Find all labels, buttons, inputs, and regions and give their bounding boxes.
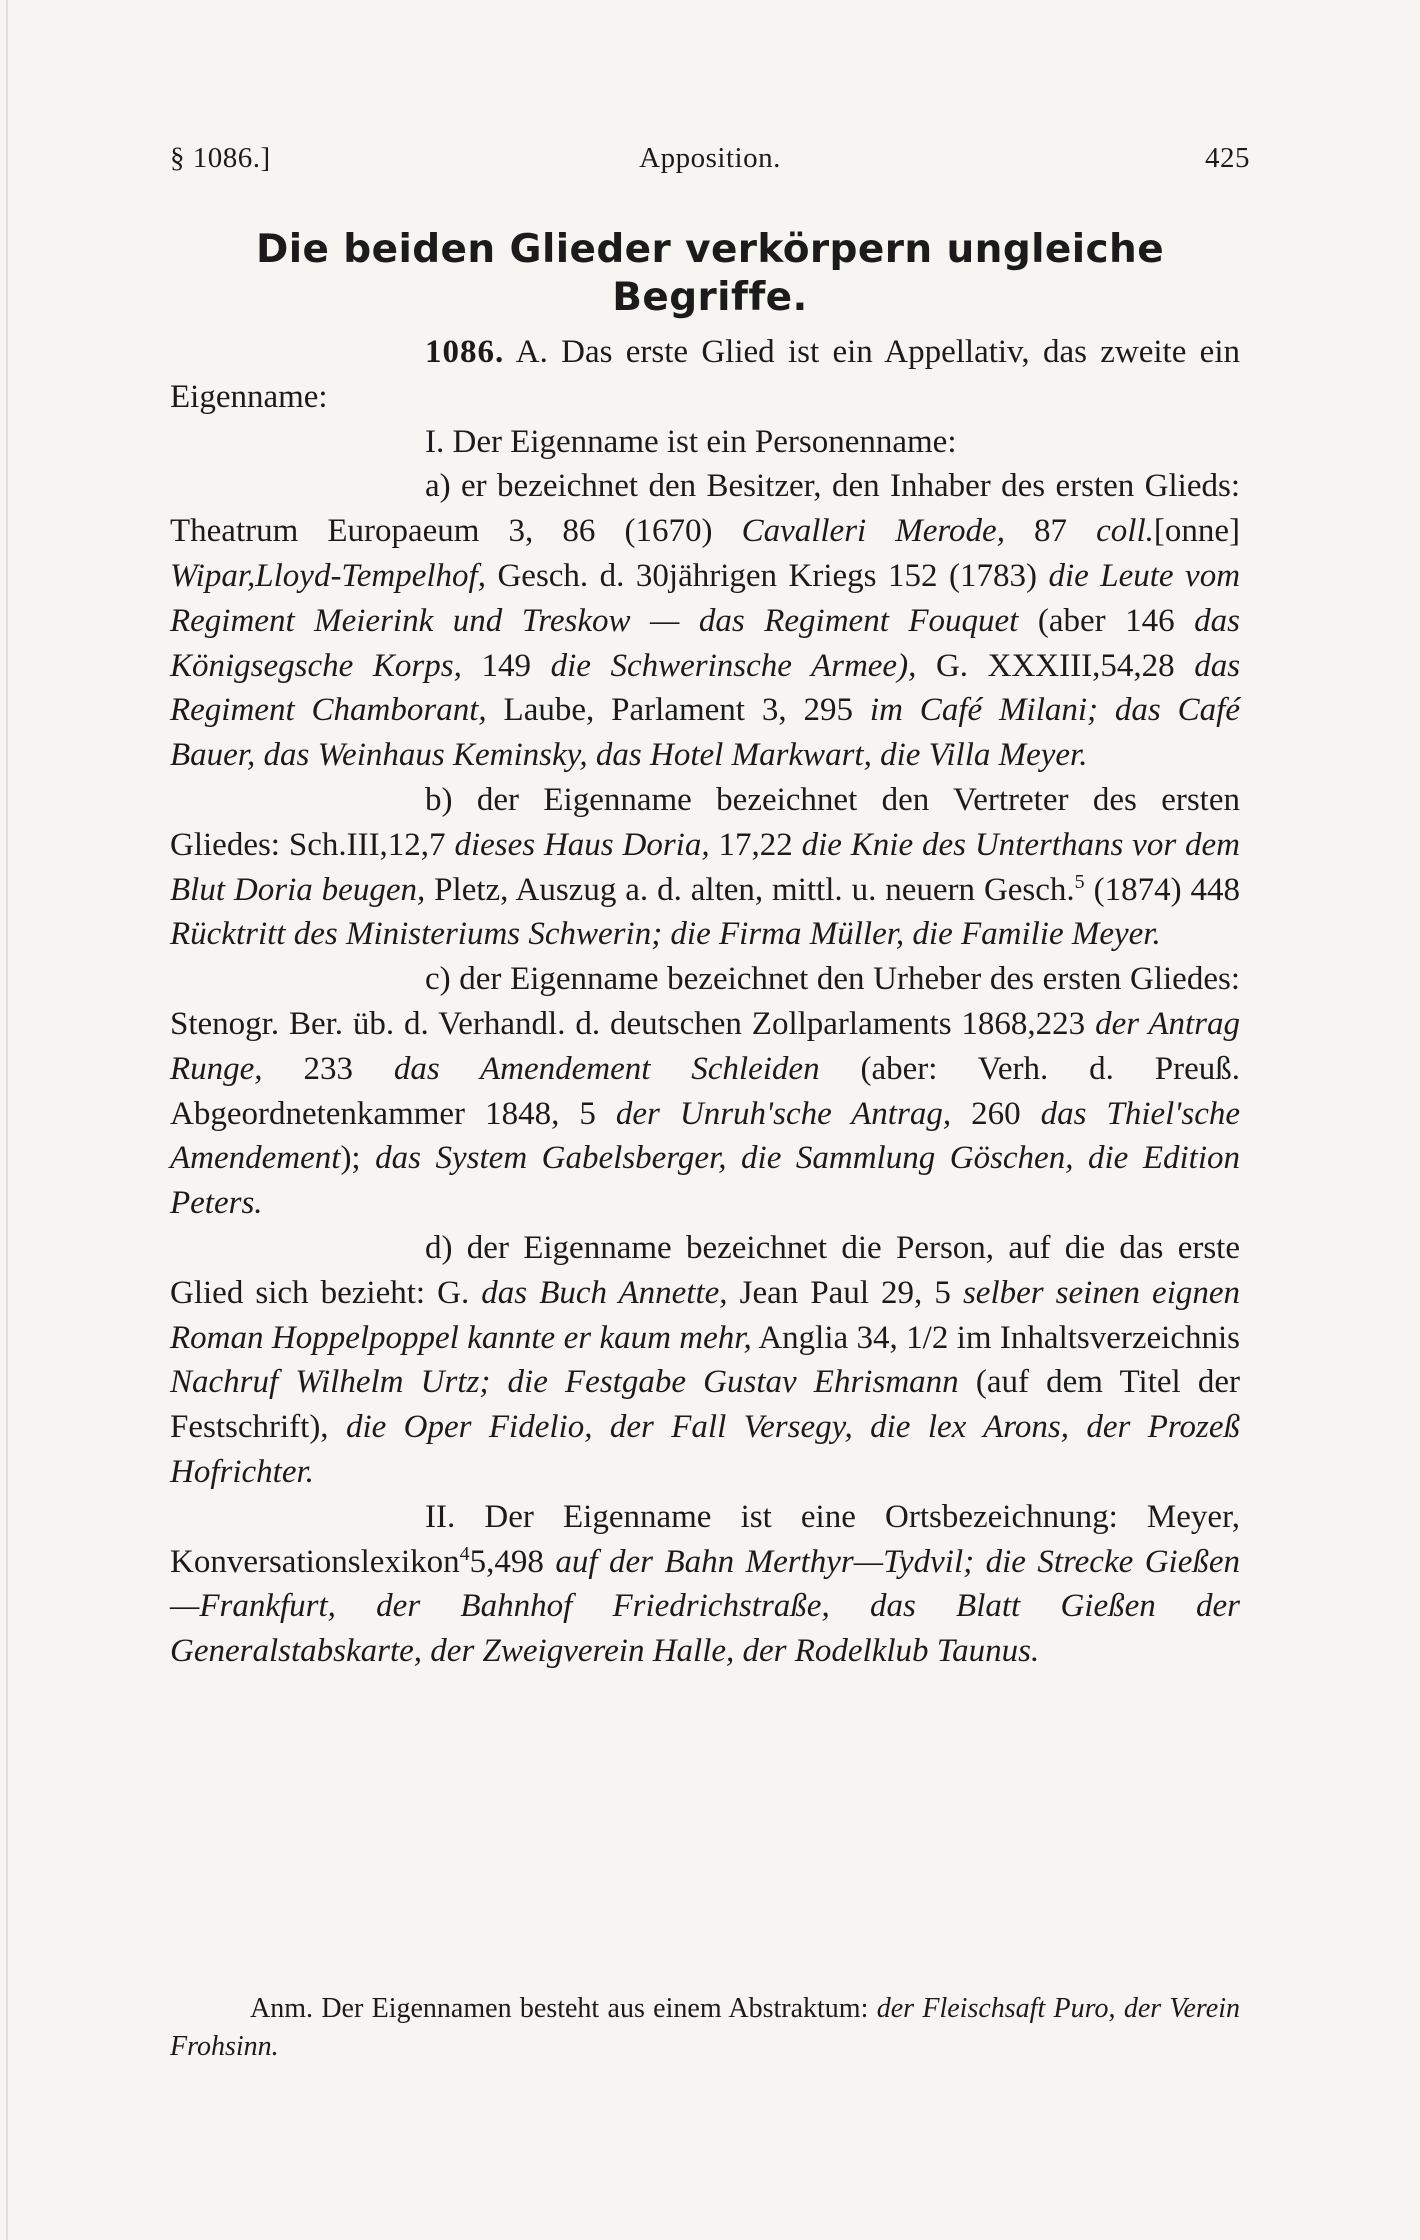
subsection-c xyxy=(170,957,1240,1226)
subsection-II xyxy=(170,1495,1240,1674)
subsection-a xyxy=(170,464,1240,778)
subsection-I-heading: I. Der Eigenname ist ein Personenname: xyxy=(425,423,957,460)
italic-example: der Antrag Runge, xyxy=(170,1005,1241,1087)
text: G. XXXIII,54,28 xyxy=(935,647,1175,684)
intro-text: A. Das erste Glied ist ein Appellativ, das zweite ein Eigenname: xyxy=(170,334,1240,415)
text: (aber 146 xyxy=(1037,602,1175,639)
text: 87 xyxy=(1034,513,1068,550)
section-reference: § 1086.] xyxy=(170,142,271,174)
main-text xyxy=(170,330,1240,1674)
text: 149 xyxy=(481,647,531,684)
page-edge xyxy=(6,0,8,2240)
running-title: Apposition. xyxy=(639,142,781,174)
superscript: 4 xyxy=(459,1542,470,1565)
text: (1874) 448 xyxy=(1093,871,1241,908)
text: (aber: Verh. d. Preuß. Abgeordnetenkammer 1848, 5 xyxy=(170,1050,1241,1132)
italic-example: coll. xyxy=(1096,513,1154,550)
subsection-d xyxy=(170,1226,1240,1495)
text: 17,22 xyxy=(718,826,793,863)
italic-example: Nachruf Wilhelm Urtz; die Festgabe Gustav Ehrismann xyxy=(170,1364,959,1401)
italic-example: der Unruh'sche Antrag, xyxy=(615,1095,952,1132)
note-paragraph xyxy=(170,1990,1240,2066)
text: c) der Eigenname bezeichnet den Urheber des ersten Gliedes: Stenogr. Ber. üb. d. Verhandl. d. deutschen Zollparlaments 1868,223 xyxy=(170,961,1240,1042)
note-text: Anm. Der Eigennamen besteht aus einem Abstraktum: xyxy=(250,1993,869,2024)
text: d) der Eigenname bezeichnet die Person, auf die das erste Glied sich bezieht: G. xyxy=(170,1229,1240,1311)
italic-example: die Schwerinsche Armee), xyxy=(550,647,917,684)
text: ); xyxy=(340,1140,361,1177)
subsection-b xyxy=(170,778,1240,957)
text: 260 xyxy=(971,1095,1021,1132)
text: b) der Eigenname bezeichnet den Vertreter des ersten Gliedes: Sch.III,12,7 xyxy=(170,781,1240,863)
text: Pletz, Auszug a. d. alten, mittl. u. neuern Gesch. xyxy=(434,871,1075,908)
italic-example: auf der Bahn Merthyr—Tydvil; die Strecke Gießen—Frankfurt, der Bahnhof Friedrichstraße, das Blatt Gießen der Generalstabskarte, der Zweigverein Halle, der Rodelklub Taunus. xyxy=(170,1543,1240,1670)
page-number: 425 xyxy=(1205,142,1250,174)
italic-example: das Königsegsche Korps, xyxy=(170,602,1241,684)
italic-example: der Fleischsaft Puro, der Verein Frohsinn. xyxy=(170,1993,1240,2062)
italic-example: dieses Haus Doria, xyxy=(454,826,710,863)
paragraph-number: 1086. xyxy=(425,334,505,370)
text: 233 xyxy=(303,1050,353,1087)
text: Anglia 34, 1/2 im Inhaltsverzeichnis xyxy=(758,1319,1240,1356)
italic-example: die Knie des Unterthans vor dem Blut Doria beugen, xyxy=(170,826,1241,908)
italic-example: das Regiment Chamborant, xyxy=(170,647,1241,729)
italic-example: das Amendement Schleiden xyxy=(393,1050,820,1087)
text: Gesch. d. 30jährigen Kriegs 152 (1783) xyxy=(497,557,1037,594)
italic-example: das System Gabelsberger, die Sammlung Göschen, die Edition Peters. xyxy=(170,1140,1240,1222)
text: Jean Paul 29, 5 xyxy=(739,1274,951,1311)
italic-example: Cavalleri Merode, xyxy=(741,513,1005,550)
section-heading: Die beiden Glieder verkörpern ungleiche Begriffe. xyxy=(255,227,1165,320)
italic-example: die Leute vom Regiment Meierink und Treskow — das Regiment Fouquet xyxy=(170,557,1241,639)
italic-example: im Café Milani; das Café Bauer, das Weinhaus Keminsky, das Hotel Markwart, die Villa Meyer. xyxy=(170,692,1240,774)
text: (auf dem Titel der Festschrift), xyxy=(170,1364,1240,1446)
italic-example: Wipar,Lloyd-Tempelhof, xyxy=(170,557,486,594)
superscript: 5 xyxy=(1074,870,1085,893)
italic-example: das Thiel'sche Amendement xyxy=(170,1095,1240,1177)
annotation-note xyxy=(170,1990,1240,2066)
italic-example: Rücktritt des Ministeriums Schwerin; die Firma Müller, die Familie Meyer. xyxy=(170,916,1161,953)
text: [onne] xyxy=(1153,513,1241,550)
text: II. Der Eigenname ist eine Ortsbezeichnung: Meyer, Konversationslexikon xyxy=(170,1498,1240,1580)
italic-example: die Oper Fidelio, der Fall Versegy, die lex Arons, der Prozeß Hofrichter. xyxy=(170,1409,1240,1490)
paragraph-intro xyxy=(170,330,1240,420)
text: 5,498 xyxy=(469,1543,544,1580)
italic-example: das Buch Annette, xyxy=(481,1274,728,1311)
running-head xyxy=(170,142,1250,186)
text: a) er bezeichnet den Besitzer, den Inhaber des ersten Glieds: Theatrum Europaeum 3, 86 (1670) xyxy=(170,468,1240,550)
italic-example: selber seinen eignen Roman Hoppelpoppel kannte er kaum mehr, xyxy=(170,1274,1241,1356)
text: Laube, Parlament 3, 295 xyxy=(503,692,853,729)
